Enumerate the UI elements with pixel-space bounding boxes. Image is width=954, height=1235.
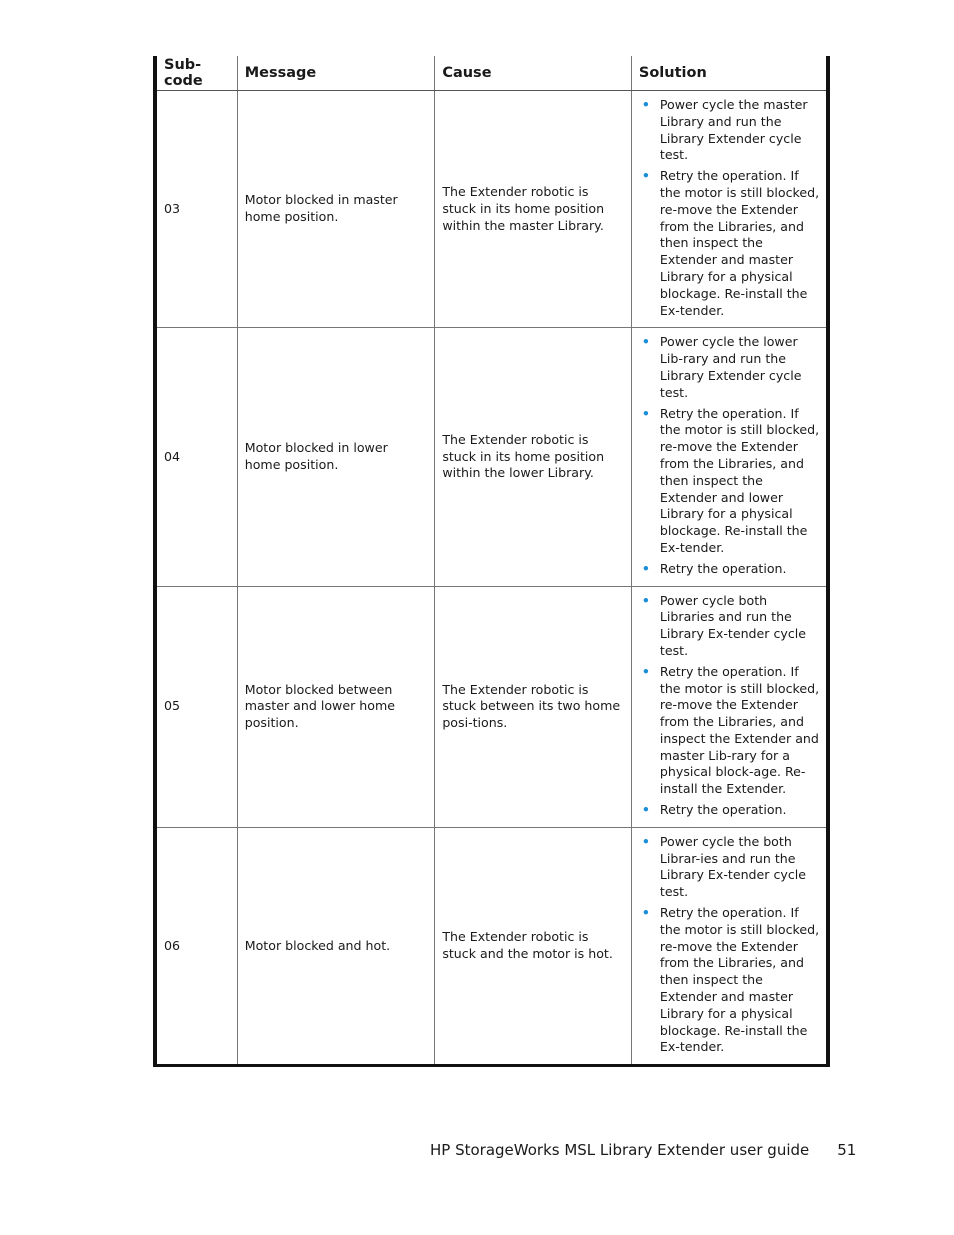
header-cause: Cause (435, 56, 632, 91)
solution-cell (631, 586, 828, 827)
solution-list (638, 593, 822, 819)
solution-text: Retry the operation. If the motor is still blocked, re-move the Extender from the Libraries, and inspect the Extender and master Lib-rary for a physical block-age. Re-install the Extender. (659, 663, 820, 797)
bullet-icon: • (641, 663, 650, 679)
bullet-icon: • (641, 592, 650, 608)
table-row (155, 586, 828, 827)
solution-text: Retry the operation. (659, 802, 787, 818)
cause-cell: The Extender robotic is stuck and the motor is hot. (435, 827, 632, 1065)
error-code-table (153, 56, 830, 1067)
solution-list (638, 334, 822, 577)
message-cell: Motor blocked and hot. (237, 827, 435, 1065)
header-solution: Solution (631, 56, 828, 91)
footer-title: HP StorageWorks MSL Library Extender user guide (430, 1141, 810, 1159)
table-row (155, 328, 828, 586)
solution-cell (631, 328, 828, 586)
bullet-icon: • (641, 560, 650, 576)
bullet-icon: • (641, 802, 650, 818)
solution-cell (631, 827, 828, 1065)
page-footer (430, 1141, 857, 1159)
solution-item (638, 97, 822, 164)
table-row (155, 91, 828, 328)
solution-text: Retry the operation. If the motor is still blocked, re-move the Extender from the Libraries, and then inspect the Extender and master Library for a physical blockage. Re-install the Ex-tender. (659, 905, 820, 1055)
bullet-icon: • (641, 905, 650, 921)
bullet-icon: • (641, 168, 650, 184)
solution-item (638, 168, 822, 319)
solution-text: Power cycle the lower Lib-rary and run the Library Extender cycle test. (659, 334, 802, 400)
cause-cell: The Extender robotic is stuck between its two home posi-tions. (435, 586, 632, 827)
solution-text: Retry the operation. If the motor is still blocked, re-move the Extender from the Libraries, and then inspect the Extender and master Library for a physical blockage. Re-install the Ex-tender. (659, 168, 820, 318)
bullet-icon: • (641, 833, 650, 849)
solution-text: Power cycle the master Library and run the Library Extender cycle test. (659, 97, 808, 163)
solution-item (638, 802, 822, 819)
header-message: Message (237, 56, 435, 91)
solution-item (638, 593, 822, 660)
bullet-icon: • (641, 334, 650, 350)
solution-item (638, 406, 822, 557)
solution-list (638, 834, 822, 1056)
subcode-cell: 03 (155, 91, 237, 328)
subcode-cell: 04 (155, 328, 237, 586)
header-subcode: Sub-code (155, 56, 237, 91)
solution-cell (631, 91, 828, 328)
bullet-icon: • (641, 97, 650, 112)
solution-item (638, 664, 822, 798)
cause-cell: The Extender robotic is stuck in its home position within the master Library. (435, 91, 632, 328)
solution-item (638, 834, 822, 901)
page-number: 51 (837, 1141, 857, 1159)
solution-text: Power cycle the both Librar-ies and run the Library Ex-tender cycle test. (659, 833, 807, 900)
message-cell: Motor blocked in lower home position. (237, 328, 435, 586)
table-header-row (155, 56, 828, 91)
solution-list (638, 97, 822, 319)
table-row (155, 827, 828, 1065)
solution-item (638, 334, 822, 401)
solution-text: Power cycle both Libraries and run the Library Ex-tender cycle test. (659, 592, 807, 658)
solution-item (638, 905, 822, 1056)
subcode-cell: 05 (155, 586, 237, 827)
solution-text: Retry the operation. (659, 560, 787, 576)
message-cell: Motor blocked between master and lower home position. (237, 586, 435, 827)
cause-cell: The Extender robotic is stuck in its home position within the lower Library. (435, 328, 632, 586)
message-cell: Motor blocked in master home position. (237, 91, 435, 328)
solution-text: Retry the operation. If the motor is still blocked, re-move the Extender from the Libraries, and then inspect the Extender and lower Library for a physical blockage. Re-install the Ex-tender. (659, 405, 820, 555)
solution-item (638, 561, 822, 578)
subcode-cell: 06 (155, 827, 237, 1065)
bullet-icon: • (641, 405, 650, 421)
